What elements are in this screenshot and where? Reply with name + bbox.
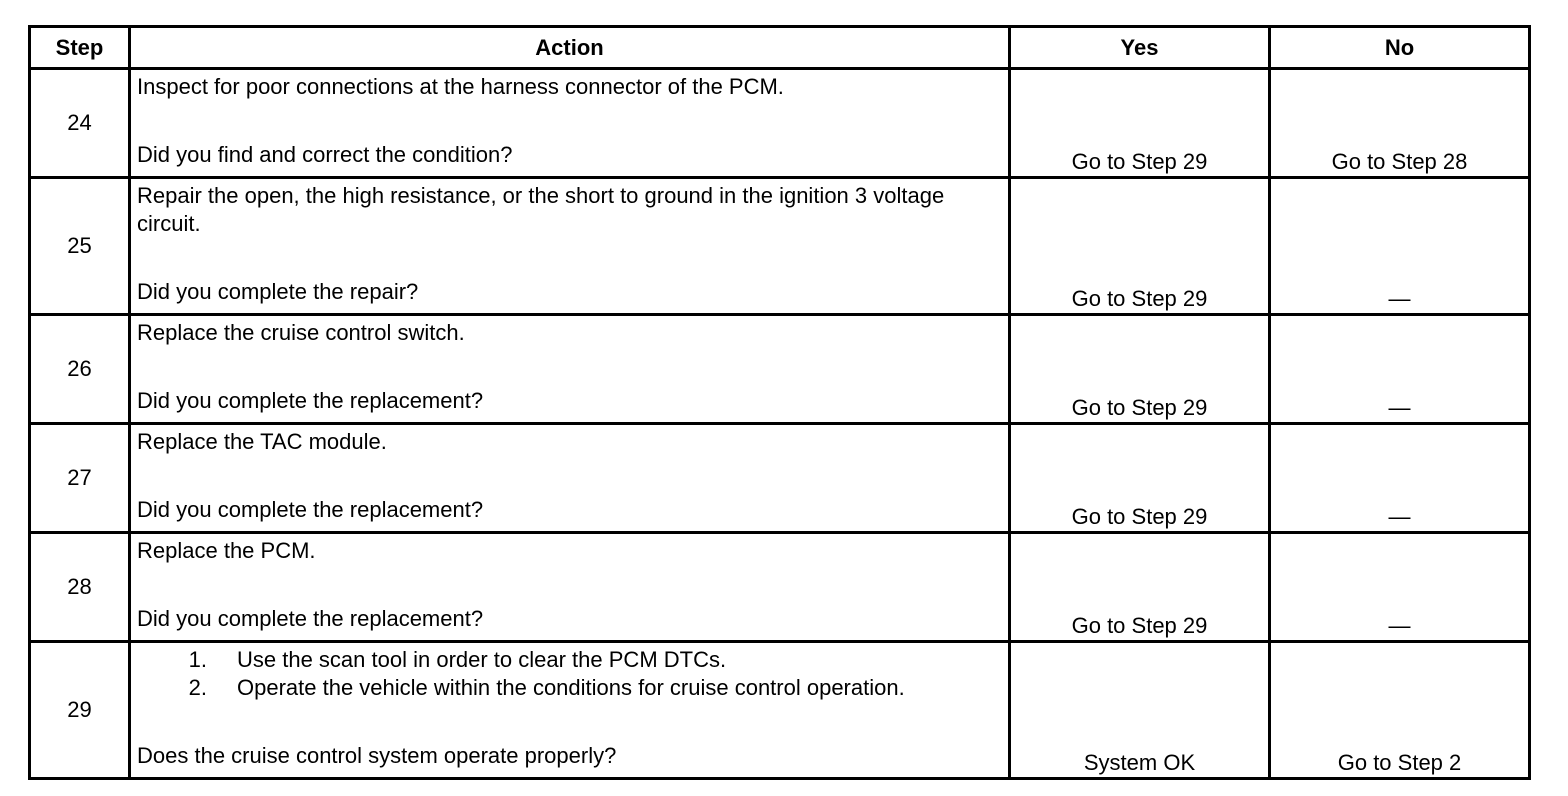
header-row [30,27,1530,69]
action-question: Did you complete the repair? [137,279,419,304]
step-number: 28 [30,533,130,642]
table-row [30,533,1530,642]
table-row [30,315,1530,424]
diagnostic-table [28,25,1531,780]
step-number: 25 [30,178,130,315]
list-item [137,646,1000,674]
table-row [30,69,1530,178]
action-cell [130,69,1010,178]
action-question: Did you find and correct the condition? [137,142,513,167]
table-row [30,642,1530,779]
step-number: 24 [30,69,130,178]
yes-result: Go to Step 29 [1010,533,1270,642]
yes-result: Go to Step 29 [1010,69,1270,178]
step-number: 29 [30,642,130,779]
yes-result: Go to Step 29 [1010,424,1270,533]
step-number: 26 [30,315,130,424]
action-text: Replace the PCM. [137,538,316,563]
action-text: Inspect for poor connections at the harness connector of the PCM. [137,74,784,99]
header-action: Action [130,27,1010,69]
action-cell [130,533,1010,642]
action-question: Did you complete the replacement? [137,606,484,631]
no-result: Go to Step 2 [1270,642,1530,779]
action-question: Did you complete the replacement? [137,388,484,413]
yes-result: Go to Step 29 [1010,315,1270,424]
no-result: — [1270,533,1530,642]
table-row [30,178,1530,315]
yes-result: System OK [1010,642,1270,779]
action-question: Did you complete the replacement? [137,497,484,522]
no-result: — [1270,315,1530,424]
header-yes: Yes [1010,27,1270,69]
action-cell [130,178,1010,315]
header-step: Step [30,27,130,69]
action-text: Replace the TAC module. [137,429,387,454]
list-item-number: 2. [188,675,207,700]
list-item-number: 1. [188,647,207,672]
header-no: No [1270,27,1530,69]
no-result: — [1270,178,1530,315]
action-cell [130,315,1010,424]
step-number: 27 [30,424,130,533]
list-item-text: Operate the vehicle within the conditions for cruise control operation. [237,675,905,700]
no-result: Go to Step 28 [1270,69,1530,178]
list-item [137,674,1000,702]
action-cell [130,642,1010,779]
action-text: Replace the cruise control switch. [137,320,465,345]
yes-result: Go to Step 29 [1010,178,1270,315]
action-cell [130,424,1010,533]
list-item-text: Use the scan tool in order to clear the PCM DTCs. [237,647,727,672]
action-question: Does the cruise control system operate properly? [137,743,617,768]
action-step-list [137,646,1000,702]
action-text: Repair the open, the high resistance, or the short to ground in the ignition 3 voltage circuit. [137,183,945,236]
no-result: — [1270,424,1530,533]
table-row [30,424,1530,533]
